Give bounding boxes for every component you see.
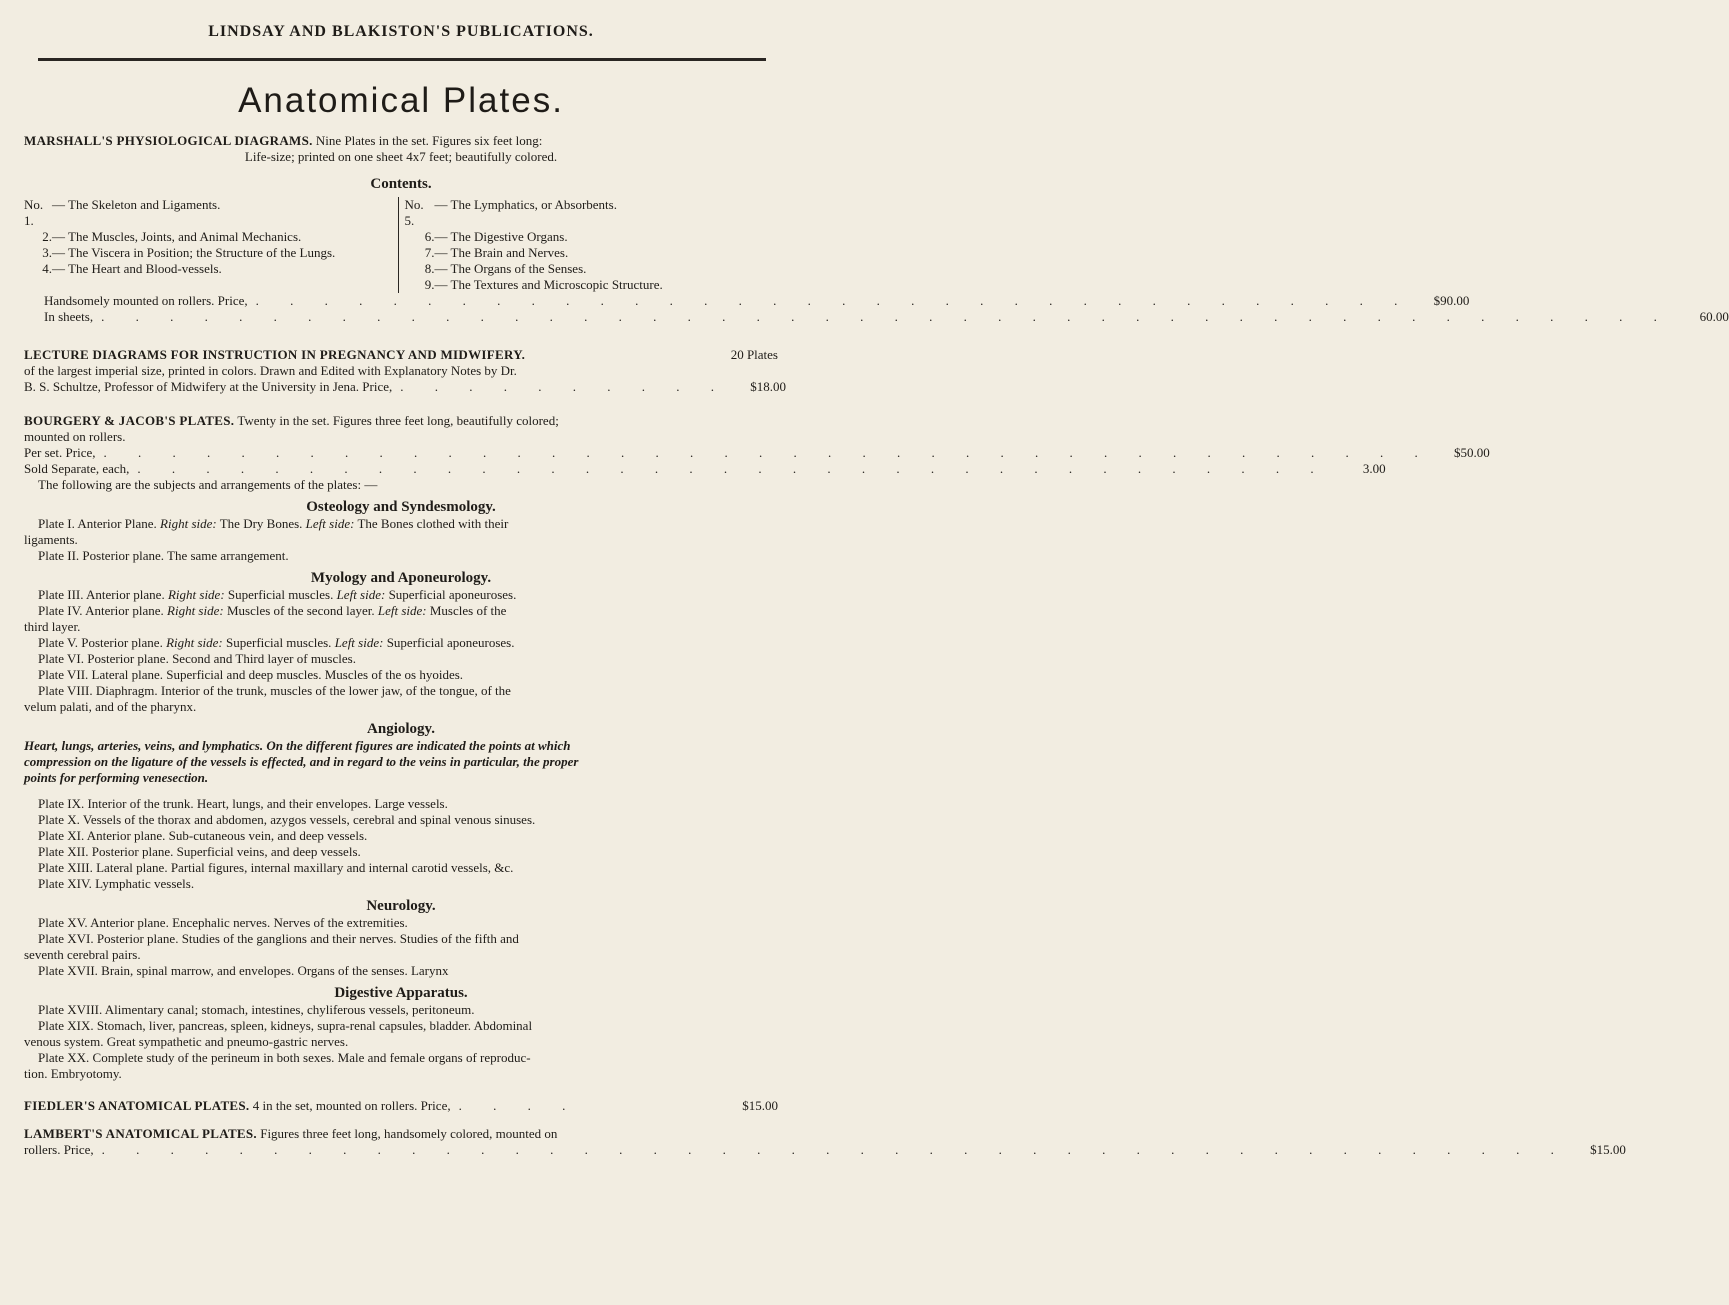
contents-item: 4. — The Heart and Blood-vessels. [42,261,222,276]
fiedler-heading: FIEDLER'S ANATOMICAL PLATES. [24,1098,250,1113]
contents-list [24,197,778,293]
marshall-line-1 [24,133,778,149]
angiology-heading: Angiology. [367,721,435,737]
marshall-desc-2: Life-size; printed on one sheet 4x7 feet; beautifully colored. [244,149,558,164]
marshall-heading: MARSHALL'S PHYSIOLOGICAL DIAGRAMS. [24,133,313,148]
price-row-sheets: In sheets, . . . . . . . . . . . . . . . . . . . . . . . . . . . . . . . . . . . . . . . . . . . . . . 60.00 [44,309,1729,324]
fiedler-section: FIEDLER'S ANATOMICAL PLATES. 4 in the set, mounted on rollers. Price, . . . . $15.00 [24,1098,778,1113]
osteology-heading: Osteology and Syndesmology. [306,499,496,515]
bourgery-section: BOURGERY & JACOB'S PLATES. Twenty in the set. Figures three feet long, beautifully colored; mounted on rollers. Per set. Price, . . . . . . . . . . . . . . . . . . . . . . . . . . . . . . . . . . . . . . . $50.00 Sold Separate, each, . . . . . . . . . . . . . . . . . . . . . . . . . . . . . . . . . . . 3.00 The following are the subjects and arrangements of the plates: — [24,413,1490,492]
lecture-section: LECTURE DIAGRAMS FOR INSTRUCTION IN PREGNANCY AND MIDWIFERY. 20 Plates of the largest imperial size, printed in colors. Drawn and Edited with Explanatory Notes by Dr. B. S. Schultze, Professor of Midwifery at the University in Jena. Price, . . . . . . . . . . $18.00 [24,347,787,394]
contents-right-column [398,197,779,293]
price-row-mounted: Handsomely mounted on rollers. Price, . . . . . . . . . . . . . . . . . . . . . . . . . . . . . . . . . . $90.00 [44,293,1470,308]
contents-item: 8. — The Organs of the Senses. [424,261,587,276]
price: $90.00 [1433,293,1470,308]
lecture-heading: LECTURE DIAGRAMS FOR INSTRUCTION IN PREGNANCY AND MIDWIFERY. [24,347,526,362]
neurology-heading: Neurology. [366,898,436,914]
digestive-heading: Digestive Apparatus. [334,985,468,1001]
price: $50.00 [1453,445,1490,460]
price: 60.00 [1699,309,1729,324]
price: $15.00 [742,1098,778,1113]
page: LINDSAY AND BLAKISTON'S PUBLICATIONS. Anatomical Plates. MARSHALL'S PHYSIOLOGICAL DIAGRAMS. Nine Plates in the set. Figures six feet long: Life-size; printed on one sheet 4x7 feet; beautifully colored. Contents. No. 1. — The Skeleton and Ligaments. 2. — The Muscles, Joints, and Animal Mechanics. 3. — The Viscera in Position; the Structure of the Lungs. 4. — The Heart and Blood-vessels. No. 5. — The Lymphatics, or Absorbents. 6. — The Digestive Organs. 7. — The Brain and Nerves. 8. — The Organs of the Senses. 9. — The Textures and Microscopic Structure. Handsomely mounted on rollers. Price, . . . . . . . . . . . . . . . . . . . . . . . . . . . . . . . . . . $90.00 In sheets, . . . . . . . . . . . . . . . . . . . . . . . . . . . . . . . . . . . . . . . . . . . . . . 60.00 LECTURE DIAGRAMS FOR INSTRUCTION IN PREGNANCY AND MIDWIFERY. 20 Plates of the largest imperial size, printed in colors. Drawn and Edited with Explanatory Notes by Dr. B. S. Schultze, Professor of Midwifery at the University in Jena. Price, . . . . . . . . . . $18.00 BOURGERY & JACOB'S PLATES. Twenty in the set. Figures three feet long, beautifully colored; mounted on rollers. Per set. Price, . . . . . . . . . . . . . . . . . . . . . . . . . . . . . . . . . . . . . . . $50.00 Sold Separate, each, . . . . . . . . . . . . . . . . . . . . . . . . . . . . . . . . . . . 3.00 The following are the subjects and arrangements of the plates: — Osteology and Syndesmology. Plate I. Anterior Plane. Right side: The Dry Bones. Left side: The Bones clothed with their ligaments. Plate II. Posterior plane. The same arrangement. Myology and Aponeurology. Plate III. Anterior plane. Right side: Superficial muscles. Left side: Superficial aponeuroses. Plate IV. Anterior plane. Right side: Muscles of the second layer. Left side: Muscles of the third layer. Plate V. Posterior plane. Right side: Superficial muscles. Left side: Superficial aponeuroses. Plate VI. Posterior plane. Second and Third layer of muscles. Plate VII. Lateral plane. Superficial and deep muscles. Muscles of the os hyoides. Plate VIII. Diaphragm. Interior of the trunk, muscles of the lower jaw, of the tongue, of the velum palati, and of the pharynx. Angiology. Heart, lungs, arteries, veins, and lymphatics. On the different figures are indicated the points at which compression on the ligature of the vessels is effected, and in regard to the veins in particular, the proper points for performing venesection. Plate IX. Interior of the trunk. Heart, lungs, and their envelopes. Large vessels. Plate X. Vessels of the thorax and abdomen, azygos vessels, cerebral and spinal venous sinuses. Plate XI. Anterior plane. Sub-cutaneous vein, and deep vessels. Plate XII. Posterior plane. Superficial veins, and deep vessels. Plate XIII. Lateral plane. Partial figures, internal maxillary and internal carotid vessels, &c. Plate XIV. Lymphatic vessels. Neurology. Plate XV. Anterior plane. Encephalic nerves. Nerves of the extremities. Plate XVI. Posterior plane. Studies of the ganglions and their nerves. Studies of the fifth and seventh cerebral pairs. Plate XVII. Brain, spinal marrow, and envelopes. Organs of the senses. Larynx Digestive Apparatus. Plate XVIII. Alimentary canal; stomach, intestines, chyliferous vessels, peritoneum. Plate XIX. Stomach, liver, pancreas, spleen, kidneys, supra-renal capsules, bladder. Abdominal venous system. Great sympathetic and pneumo-gastric nerves. Plate XX. Complete study of the perineum in both sexes. Male and female organs of reproduc- tion. Embryotomy. FIEDLER'S ANATOMICAL PLATES. 4 in the set, mounted on rollers. Price, . . . . $15.00 LAMBERT'S ANATOMICAL PLATES. Figures three feet long, handsomely colored, mounted on rollers. Price, . . . . . . . . . . . . . . . . . . . . . . . . . . . . . . . . . . . . . . . . . . . $15.00 [0,0,800,1305]
price: $18.00 [750,379,787,394]
lambert-heading: LAMBERT'S ANATOMICAL PLATES. [24,1126,257,1141]
marshall-desc-1: Nine Plates in the set. Figures six feet long: [315,133,543,148]
header-rule [38,58,766,61]
contents-left-column [24,197,398,293]
contents-item: 7. — The Brain and Nerves. [424,245,569,260]
contents-item: 3. — The Viscera in Position; the Structure of the Lungs. [42,245,336,260]
contents-item: 6. — The Digestive Organs. [424,229,568,244]
price: $15.00 [1590,1142,1626,1157]
contents-item: No. 5. — The Lymphatics, or Absorbents. [404,197,617,228]
contents-item: 2. — The Muscles, Joints, and Animal Mechanics. [42,229,302,244]
contents-heading: Contents. [370,176,432,192]
marshall-section [24,133,1729,325]
bourgery-heading: BOURGERY & JACOB'S PLATES. [24,413,235,428]
myology-heading: Myology and Aponeurology. [310,570,492,586]
angiology-note: Heart, lungs, arteries, veins, and lymphatics. On the different figures are indicated the points at which [24,738,571,753]
page-title: Anatomical Plates. [238,81,564,120]
contents-item: 9. — The Textures and Microscopic Structure. [424,277,663,292]
running-head: LINDSAY AND BLAKISTON'S PUBLICATIONS. [208,23,594,40]
contents-item: No. 1. — The Skeleton and Ligaments. [24,197,221,228]
lambert-section: LAMBERT'S ANATOMICAL PLATES. Figures three feet long, handsomely colored, mounted on rollers. Price, . . . . . . . . . . . . . . . . . . . . . . . . . . . . . . . . . . . . . . . . . . . $15.00 [24,1126,1626,1157]
price: 3.00 [1362,461,1386,476]
